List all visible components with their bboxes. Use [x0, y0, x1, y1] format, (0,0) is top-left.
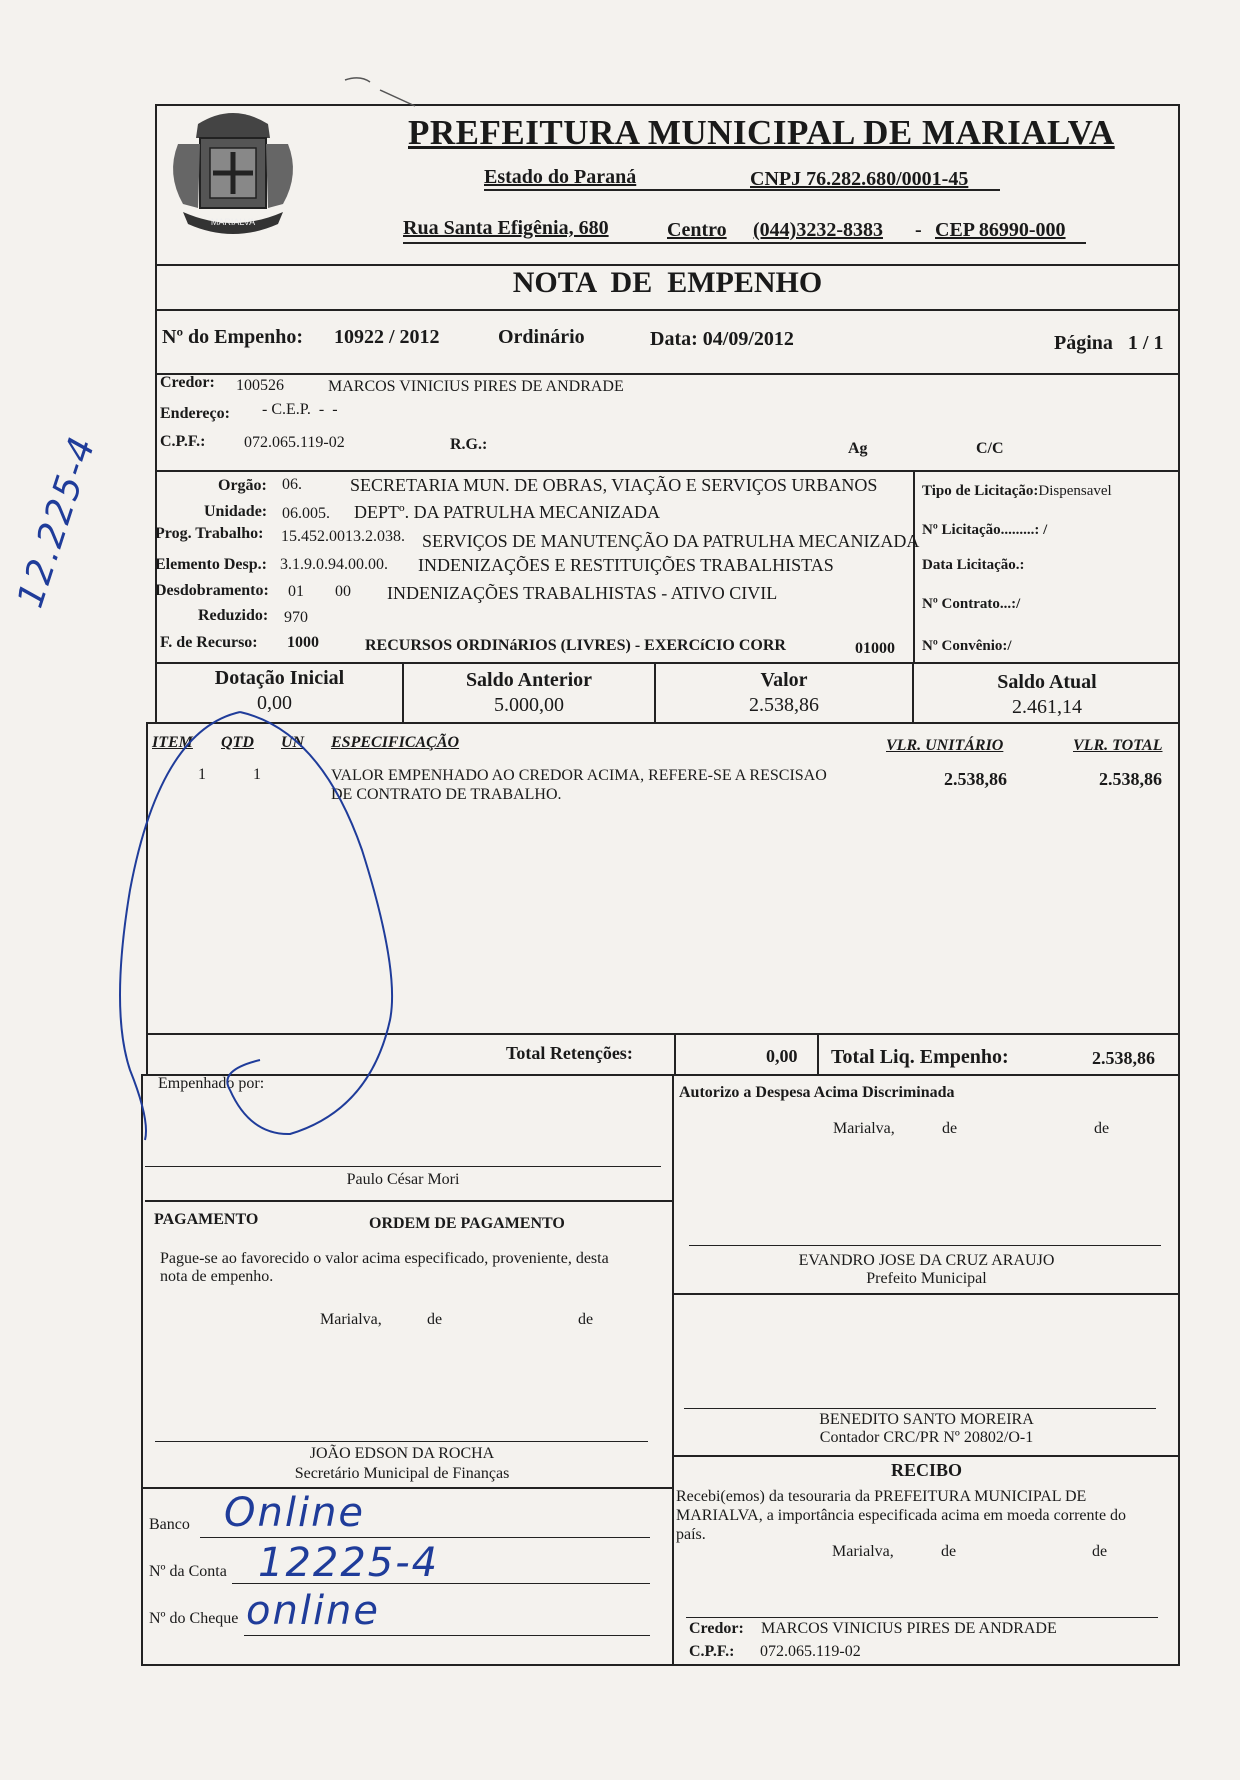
cpf-label: C.P.F.:	[160, 433, 206, 450]
lower-vertical-divider	[672, 1074, 674, 1666]
saldo-atual-value: 2.461,14	[1012, 696, 1082, 718]
recibo-credor-label: Credor:	[689, 1620, 744, 1637]
contador-sign-line	[684, 1408, 1156, 1409]
separator: -	[915, 219, 922, 241]
totals-div-2	[817, 1033, 819, 1076]
desdobramento-label: Desdobramento:	[155, 582, 269, 599]
numero-convenio: Nº Convênio:/	[922, 638, 1012, 654]
credor-label: Credor:	[160, 374, 215, 391]
numero-contrato: Nº Contrato...:/	[922, 596, 1021, 612]
recibo-de-2: de	[1092, 1543, 1108, 1560]
cep: CEP 86990-000	[935, 219, 1066, 241]
item-total-value: 2.538,86	[1099, 769, 1162, 789]
recurso-number: 01000	[855, 640, 895, 657]
coat-of-arms-icon	[158, 104, 308, 254]
col-spec: ESPECIFICAÇÃO	[331, 734, 460, 751]
dotacao-label: Dotação Inicial	[214, 667, 345, 689]
retencoes-value: 0,00	[766, 1046, 798, 1066]
cc-label: C/C	[976, 440, 1004, 457]
secretario-role: Secretário Municipal de Finanças	[294, 1465, 510, 1482]
saldo-anterior-label: Saldo Anterior	[465, 669, 593, 691]
conta-label: Nº da Conta	[149, 1563, 227, 1580]
valor-value: 2.538,86	[749, 694, 819, 716]
orgao-code: 06.	[282, 476, 302, 493]
budget-divider	[913, 470, 915, 664]
empenho-date: Data: 04/09/2012	[650, 328, 794, 350]
credor-code: 100526	[236, 377, 284, 394]
recurso-code: 1000	[287, 634, 319, 651]
recibo-de-1: de	[941, 1543, 957, 1560]
col-qtd: QTD	[221, 734, 254, 751]
desdobramento-name: INDENIZAÇÕES TRABALHISTAS - ATIVO CIVIL	[387, 583, 778, 603]
desdobramento-b: 00	[335, 583, 351, 600]
saldo-anterior-value: 5.000,00	[494, 694, 564, 716]
pagamento-de-1: de	[427, 1311, 443, 1328]
pagamento-top-line	[145, 1200, 673, 1202]
pen-signature-stroke	[100, 690, 460, 1190]
pagamento-label: PAGAMENTO	[154, 1211, 259, 1228]
autorizo-de-1: de	[942, 1120, 958, 1137]
recibo-text-3: país.	[676, 1526, 706, 1543]
page-number: Página 1 / 1	[1054, 332, 1164, 354]
retencoes-label: Total Retenções:	[506, 1043, 633, 1063]
prefeito-name: EVANDRO JOSE DA CRUZ ARAUJO	[798, 1252, 1055, 1269]
recibo-credor-name: MARCOS VINICIUS PIRES DE ANDRADE	[761, 1620, 1057, 1637]
data-licitacao: Data Licitação.:	[922, 557, 1025, 573]
municipality-title: PREFEITURA MUNICIPAL DE MARIALVA	[408, 113, 1115, 152]
doc-title: NOTA DE EMPENHO	[512, 266, 823, 299]
liquido-value: 2.538,86	[1092, 1048, 1155, 1068]
autorizo-city: Marialva,	[833, 1120, 895, 1137]
orgao-label: Orgão:	[218, 477, 267, 494]
tipo-licitacao	[922, 483, 1112, 500]
item-spec-line2: DE CONTRATO DE TRABALHO.	[331, 786, 562, 803]
secretario-sign-line	[155, 1441, 648, 1442]
recibo-sign-line	[686, 1617, 1158, 1618]
phone: (044)3232-8383	[753, 219, 883, 241]
col-un: UN	[281, 734, 305, 751]
liquido-label: Total Liq. Empenho:	[831, 1046, 1009, 1068]
pagamento-de-2: de	[578, 1311, 594, 1328]
endereco-label: Endereço:	[160, 405, 230, 422]
tipo-licitacao-value: Dispensavel	[1038, 483, 1112, 499]
pagamento-city: Marialva,	[320, 1311, 382, 1328]
credor-box	[155, 373, 1180, 472]
empenhado-name: Paulo César Mori	[346, 1171, 460, 1188]
empenhado-label: Empenhado por:	[158, 1075, 265, 1092]
elemento-label: Elemento Desp.:	[155, 556, 267, 573]
item-spec-line1: VALOR EMPENHADO AO CREDOR ACIMA, REFERE-SE A RESCISAO	[331, 767, 827, 784]
state-name: Estado do Paraná	[484, 166, 637, 188]
elemento-code: 3.1.9.0.94.00.00.	[280, 556, 388, 573]
elemento-name: INDENIZAÇÕES E RESTITUIÇÕES TRABALHISTAS	[418, 555, 834, 575]
contador-name: BENEDITO SANTO MOREIRA	[819, 1411, 1034, 1428]
recibo-top-line	[673, 1455, 1180, 1457]
recibo-text-1: Recebi(emos) da tesouraria da PREFEITURA MUNICIPAL DE	[676, 1488, 1087, 1505]
banco-value: Online	[224, 1490, 366, 1536]
cpf-value: 072.065.119-02	[244, 434, 345, 451]
banco-line	[200, 1537, 650, 1538]
pagamento-text-2: nota de empenho.	[160, 1268, 274, 1285]
dotacao-value: 0,00	[257, 692, 292, 714]
cheque-label: Nº do Cheque	[149, 1610, 239, 1627]
prefeito-sign-line	[689, 1245, 1161, 1246]
col-total: VLR. TOTAL	[1073, 737, 1163, 754]
item-unit-value: 2.538,86	[944, 769, 1007, 789]
autorizo-title: Autorizo a Despesa Acima Discriminada	[679, 1084, 955, 1101]
prog-label: Prog. Trabalho:	[155, 525, 264, 542]
recibo-title: RECIBO	[890, 1460, 962, 1480]
empenho-type: Ordinário	[498, 326, 585, 348]
empenho-number-label: Nº do Empenho:	[162, 326, 304, 348]
svg-text:MARIALVA: MARIALVA	[210, 217, 256, 227]
recibo-cpf-value: 072.065.119-02	[760, 1643, 861, 1660]
address-underline	[403, 242, 1086, 244]
recurso-name: RECURSOS ORDINáRIOS (LIVRES) - EXERCíCIO CORR	[365, 637, 786, 654]
item-number: 1	[198, 766, 206, 783]
reduzido-label: Reduzido:	[198, 607, 269, 624]
endereco-value: - C.E.P. - -	[262, 401, 338, 418]
valor-label: Valor	[760, 669, 808, 691]
recurso-label: F. de Recurso:	[160, 634, 258, 651]
conta-value: 12225-4	[258, 1540, 440, 1586]
secretario-name: JOÃO EDSON DA ROCHA	[309, 1445, 495, 1462]
cheque-value: online	[246, 1588, 381, 1634]
prog-name: SERVIÇOS DE MANUTENÇÃO DA PATRULHA MECANIZADA	[422, 531, 920, 551]
ag-label: Ag	[848, 440, 868, 457]
credor-name: MARCOS VINICIUS PIRES DE ANDRADE	[328, 378, 624, 395]
rg-label: R.G.:	[450, 436, 488, 453]
cnpj: CNPJ 76.282.680/0001-45	[750, 168, 969, 190]
scan-mark-icon	[340, 70, 430, 110]
recibo-text	[676, 1487, 1160, 1544]
autorizo-de-2: de	[1094, 1120, 1110, 1137]
prog-code: 15.452.0013.2.038.	[281, 528, 405, 545]
desdobramento-a: 01	[288, 583, 304, 600]
banco-label: Banco	[149, 1516, 190, 1533]
contador-top-line	[673, 1293, 1180, 1295]
recibo-cpf-label: C.P.F.:	[689, 1643, 735, 1660]
item-qtd: 1	[253, 766, 261, 783]
unidade-code: 06.005.	[282, 505, 330, 522]
numero-licitacao: Nº Licitação.........: /	[922, 522, 1048, 538]
unidade-label: Unidade:	[204, 503, 268, 520]
contador-role: Contador CRC/PR Nº 20802/O-1	[819, 1429, 1034, 1446]
ordem-pagamento-title: ORDEM DE PAGAMENTO	[369, 1215, 565, 1232]
reduzido-value: 970	[284, 609, 308, 626]
unidade-name: DEPTº. DA PATRULHA MECANIZADA	[354, 502, 660, 522]
address: Rua Santa Efigênia, 680	[403, 217, 609, 239]
margin-handwritten-note: 12.225-4	[10, 430, 104, 613]
pagamento-text-1: Pague-se ao favorecido o valor acima especificado, proveniente, desta	[160, 1250, 609, 1267]
prefeito-role: Prefeito Municipal	[866, 1270, 987, 1287]
orgao-name: SECRETARIA MUN. DE OBRAS, VIAÇÃO E SERVIÇOS URBANOS	[350, 475, 878, 495]
col-item: ITEM	[152, 734, 193, 751]
tipo-licitacao-label: Tipo de Licitação:	[922, 483, 1039, 499]
district: Centro	[667, 219, 727, 241]
empenho-number: 10922 / 2012	[334, 326, 440, 348]
recibo-city: Marialva,	[832, 1543, 894, 1560]
recibo-text-2: MARIALVA, a importância especificada acima em moeda corrente do	[676, 1507, 1127, 1524]
col-unit: VLR. UNITÁRIO	[886, 737, 1004, 754]
saldo-atual-label: Saldo Atual	[997, 671, 1097, 693]
bank-top-line	[141, 1487, 673, 1489]
totals-div-1	[674, 1033, 676, 1076]
cheque-line	[244, 1635, 650, 1636]
